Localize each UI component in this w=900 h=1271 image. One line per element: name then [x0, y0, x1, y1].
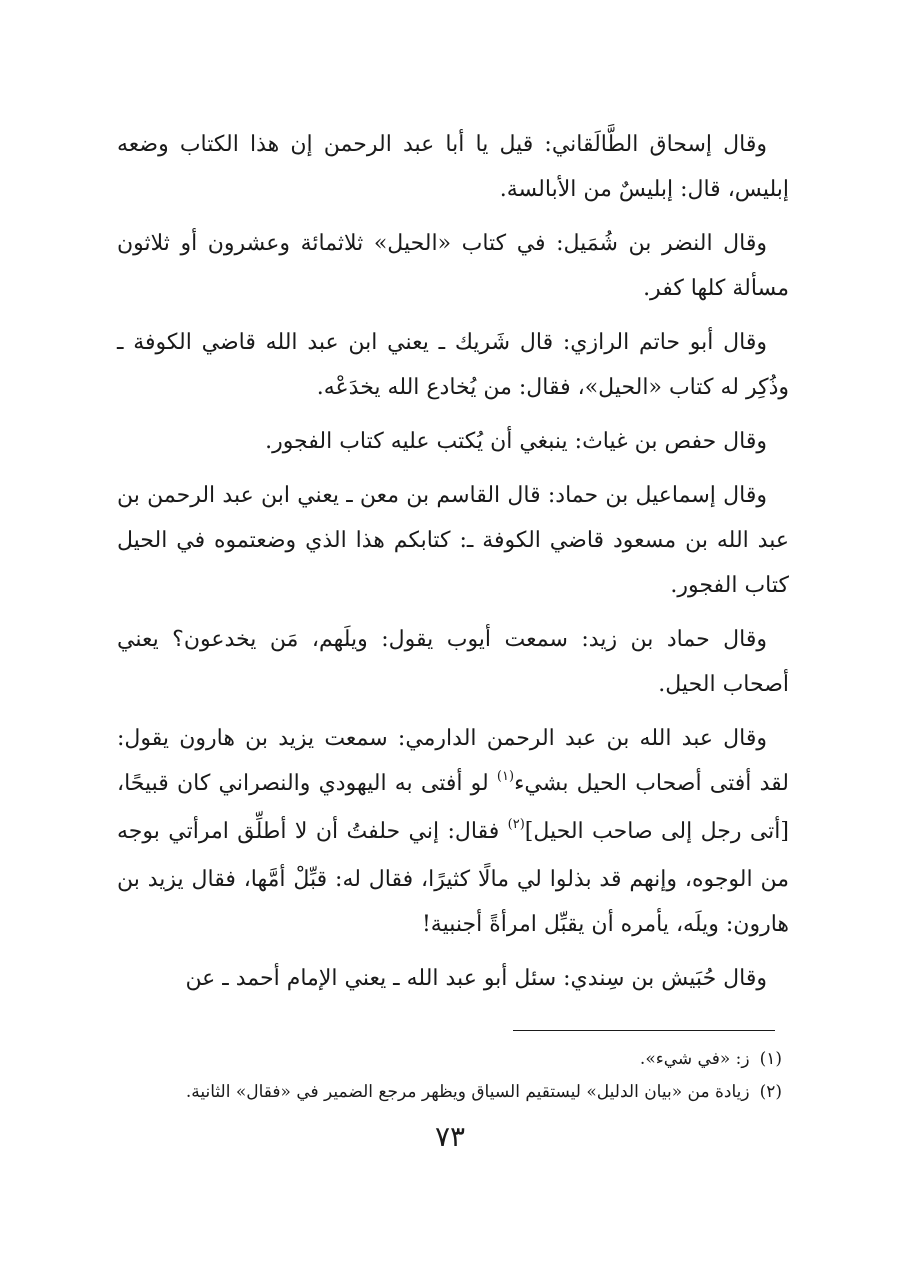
footnote-ref-1[interactable]: (١): [496, 769, 515, 784]
paragraph-darimi: [117, 716, 789, 947]
paragraph-ismail: وقال إسماعيل بن حماد: قال القاسم بن معن ـ يعني ابن عبد الرحمن بن عبد الله بن مسعود قاضي الكوفة ـ: كتابكم هذا الذي وضعتموه في الحيل كتاب الفجور.: [117, 483, 789, 598]
footnote-1: [140, 1043, 782, 1076]
paragraph-darimi-part2: لو أفتى به اليهودي والنصراني كان قبيحًا، [أتى رجل إلى صاحب الحيل]: [117, 771, 790, 844]
footnote-2: [140, 1076, 782, 1109]
footnote-ref-2[interactable]: (٢): [507, 817, 525, 832]
paragraph-hubaysh: وقال حُبَيش بن سِندي: سئل أبو عبد الله ـ يعني الإمام أحمد ـ عن: [185, 966, 767, 991]
paragraph-darimi-part1: وقال عبد الله بن عبد الرحمن الدارمي: سمعت يزيد بن هارون يقول: لقد أفتى أصحاب الحيل بشيء: [117, 726, 789, 796]
footnote-1-text: ز: «في شيء».: [639, 1049, 750, 1069]
paragraph-ishaq: وقال إسحاق الطَّالَقاني: قيل يا أبا عبد الرحمن إن هذا الكتاب وضعه إبليس، قال: إبليسٌ من الأبالسة.: [117, 132, 789, 202]
main-text: [117, 122, 789, 1010]
footnote-2-number: (٢): [759, 1082, 782, 1102]
paragraph-darimi-part3: فقال: إني حلفتُ أن لا أطلِّق امرأتي بوجه من الوجوه، وإنهم قد بذلوا لي مالًا كثيرًا، فقال له: قبِّلْ أمَّها، فقال يزيد بن هارون: ويلَه، يأمره أن يقبِّل امرأةً أجنبية!: [117, 819, 789, 937]
footnote-divider: [513, 1030, 775, 1031]
footnotes: [140, 1043, 782, 1109]
paragraph-nadr: وقال النضر بن شُمَيل: في كتاب «الحيل» ثلاثمائة وعشرون أو ثلاثون مسألة كلها كفر.: [117, 231, 789, 301]
footnote-1-number: (١): [759, 1049, 782, 1069]
footnote-2-text: زيادة من «بيان الدليل» ليستقيم السياق ويظهر مرجع الضمير في «فقال» الثانية.: [185, 1082, 750, 1102]
paragraph-hafs: وقال حفص بن غياث: ينبغي أن يُكتب عليه كتاب الفجور.: [265, 429, 767, 454]
page-number: ٧٣: [434, 1120, 466, 1153]
paragraph-abu-hatim: وقال أبو حاتم الرازي: قال شَريك ـ يعني ابن عبد الله قاضي الكوفة ـ وذُكِر له كتاب «الحيل»، فقال: من يُخادع الله يخدَعْه.: [117, 330, 789, 400]
paragraph-hammad: وقال حماد بن زيد: سمعت أيوب يقول: ويلَهم، مَن يخدعون؟ يعني أصحاب الحيل.: [117, 627, 789, 697]
